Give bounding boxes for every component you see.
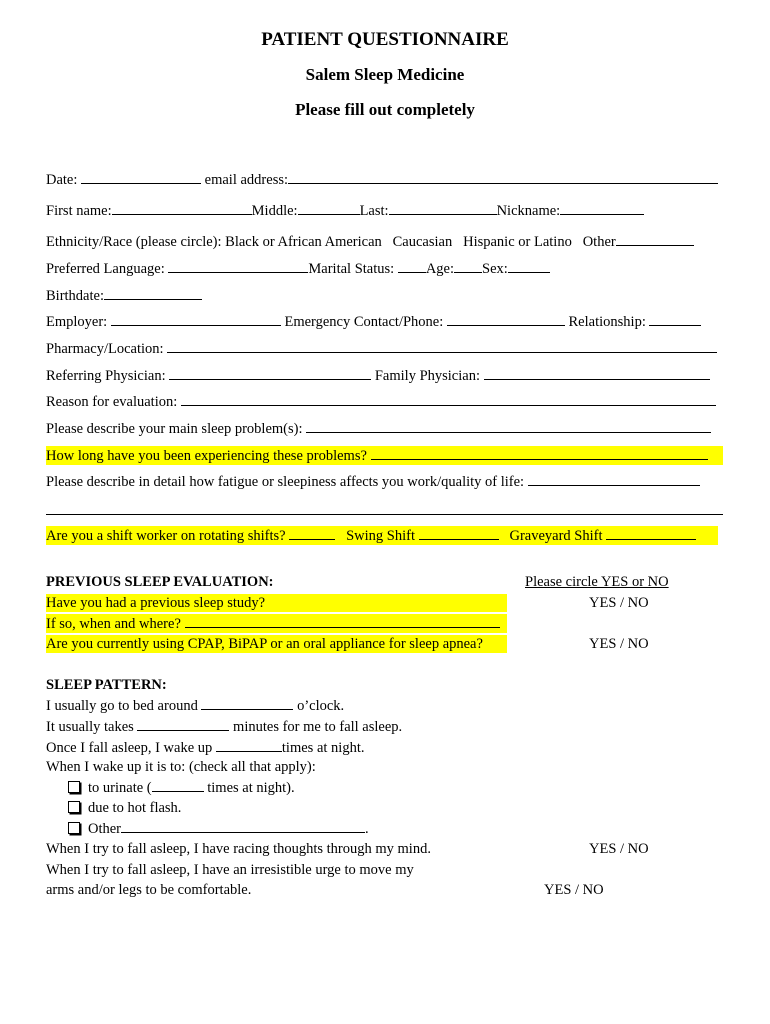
cpap-yes-no[interactable]: YES / NO bbox=[589, 636, 649, 652]
when-where-field[interactable] bbox=[185, 614, 500, 628]
language-label: Preferred Language: bbox=[46, 261, 165, 277]
email-field[interactable] bbox=[288, 170, 718, 184]
reason-field[interactable] bbox=[181, 392, 716, 406]
urinate-checkbox[interactable] bbox=[68, 781, 80, 793]
restless-legs-yes-no[interactable]: YES / NO bbox=[544, 882, 604, 898]
emergency-field[interactable] bbox=[447, 312, 565, 326]
language-row bbox=[46, 259, 550, 278]
date-label: Date: bbox=[46, 172, 78, 188]
pharmacy-field[interactable] bbox=[167, 339, 717, 353]
restless-legs-question-line1: When I try to fall asleep, I have an irresistible urge to move my bbox=[46, 862, 414, 878]
wake-count-suffix: times at night. bbox=[281, 740, 365, 756]
wake-count-field[interactable] bbox=[216, 738, 282, 752]
swing-shift-label: Swing Shift bbox=[346, 528, 415, 544]
clinic-name: Salem Sleep Medicine bbox=[305, 65, 465, 84]
when-where-row bbox=[46, 614, 507, 633]
previous-study-yes-no[interactable]: YES / NO bbox=[589, 595, 649, 611]
relationship-field[interactable] bbox=[649, 312, 701, 326]
hot-flash-checkbox[interactable] bbox=[68, 801, 80, 813]
family-physician-field[interactable] bbox=[484, 366, 710, 380]
age-label: Age: bbox=[425, 261, 454, 277]
fall-asleep-label: It usually takes bbox=[46, 719, 134, 735]
other-label: Other bbox=[88, 821, 122, 837]
racing-thoughts-yes-no[interactable]: YES / NO bbox=[589, 841, 649, 857]
marital-field[interactable] bbox=[398, 259, 426, 273]
fatigue-row bbox=[46, 472, 700, 491]
main-problem-field[interactable] bbox=[306, 419, 711, 433]
bedtime-field[interactable] bbox=[201, 696, 293, 710]
bedtime-row bbox=[46, 696, 344, 715]
family-physician-label: Family Physician: bbox=[374, 368, 480, 384]
instruction-text: Please fill out completely bbox=[295, 100, 475, 119]
fall-asleep-field[interactable] bbox=[137, 717, 229, 731]
bedtime-suffix: o’clock. bbox=[297, 698, 345, 714]
birthdate-label: Birthdate: bbox=[46, 288, 104, 304]
referring-label: Referring Physician: bbox=[46, 368, 166, 384]
middle-name-field[interactable] bbox=[298, 201, 360, 215]
age-field[interactable] bbox=[454, 259, 482, 273]
sleep-pattern-heading: SLEEP PATTERN: bbox=[46, 677, 167, 693]
ethnicity-other-field[interactable] bbox=[616, 232, 694, 246]
fatigue-label: Please describe in detail how fatigue or sleepiness affects you work/quality of life: bbox=[46, 474, 525, 490]
reason-label: Reason for evaluation: bbox=[46, 394, 178, 410]
previous-study-question: Have you had a previous sleep study? bbox=[46, 594, 507, 612]
fall-asleep-suffix: minutes for me to fall asleep. bbox=[233, 719, 403, 735]
name-row bbox=[46, 201, 644, 220]
racing-thoughts-question: When I try to fall asleep, I have racing thoughts through my mind. bbox=[46, 841, 431, 857]
email-label: email address: bbox=[204, 172, 289, 188]
bedtime-label: I usually go to bed around bbox=[46, 698, 198, 714]
wake-count-label: Once I fall asleep, I wake up bbox=[46, 740, 213, 756]
employer-field[interactable] bbox=[111, 312, 281, 326]
urinate-suffix: times at night). bbox=[207, 780, 295, 796]
urinate-option bbox=[68, 778, 295, 797]
how-long-label: How long have you been experiencing these problems? bbox=[46, 448, 367, 464]
wake-reason-label: When I wake up it is to: (check all that apply): bbox=[46, 759, 316, 775]
restless-legs-question-line2: arms and/or legs to be comfortable. bbox=[46, 882, 252, 898]
wake-count-row bbox=[46, 738, 364, 757]
emergency-label: Emergency Contact/Phone: bbox=[284, 314, 444, 330]
nickname-field[interactable] bbox=[560, 201, 644, 215]
pharmacy-label: Pharmacy/Location: bbox=[46, 341, 164, 357]
nickname-label: Nickname: bbox=[496, 203, 561, 219]
swing-shift-field[interactable] bbox=[419, 526, 499, 540]
physician-row bbox=[46, 366, 710, 385]
hot-flash-label: due to hot flash. bbox=[88, 800, 182, 816]
referring-field[interactable] bbox=[169, 366, 371, 380]
page-title: PATIENT QUESTIONNAIRE bbox=[261, 29, 509, 50]
middle-label: Middle: bbox=[251, 203, 298, 219]
how-long-field[interactable] bbox=[371, 446, 708, 460]
marital-label: Marital Status: bbox=[308, 261, 395, 277]
main-problem-label: Please describe your main sleep problem(s): bbox=[46, 421, 303, 437]
reason-row bbox=[46, 392, 716, 411]
date-field[interactable] bbox=[81, 170, 201, 184]
other-checkbox[interactable] bbox=[68, 822, 80, 834]
urinate-times-field[interactable] bbox=[152, 778, 204, 792]
birthdate-row bbox=[46, 286, 202, 305]
ethnicity-label[interactable]: Ethnicity/Race (please circle): Black or African American Caucasian Hispanic or Latino Other bbox=[46, 234, 616, 250]
birthdate-field[interactable] bbox=[104, 286, 202, 300]
employer-row bbox=[46, 312, 701, 331]
fatigue-field[interactable] bbox=[528, 472, 700, 486]
last-label: Last: bbox=[359, 203, 389, 219]
other-field[interactable] bbox=[121, 819, 365, 833]
first-name-label: First name: bbox=[46, 203, 112, 219]
date-row bbox=[46, 170, 718, 189]
pharmacy-row bbox=[46, 339, 717, 358]
fatigue-continuation-line[interactable] bbox=[46, 514, 723, 515]
graveyard-shift-field[interactable] bbox=[606, 526, 696, 540]
main-problem-row bbox=[46, 419, 711, 438]
previous-eval-heading: PREVIOUS SLEEP EVALUATION: bbox=[46, 574, 274, 590]
shift-worker-field[interactable] bbox=[289, 526, 335, 540]
graveyard-shift-label: Graveyard Shift bbox=[509, 528, 603, 544]
circle-note: Please circle YES or NO bbox=[525, 574, 669, 590]
urinate-label: to urinate ( bbox=[88, 780, 152, 796]
shift-worker-label: Are you a shift worker on rotating shifts? bbox=[46, 528, 286, 544]
sex-field[interactable] bbox=[508, 259, 550, 273]
first-name-field[interactable] bbox=[112, 201, 252, 215]
ethnicity-row bbox=[46, 232, 694, 251]
employer-label: Employer: bbox=[46, 314, 108, 330]
relationship-label: Relationship: bbox=[568, 314, 646, 330]
cpap-question: Are you currently using CPAP, BiPAP or an oral appliance for sleep apnea? bbox=[46, 635, 507, 653]
last-name-field[interactable] bbox=[389, 201, 497, 215]
hot-flash-option bbox=[68, 799, 181, 817]
how-long-row bbox=[46, 446, 723, 465]
other-option: Other . bbox=[68, 819, 369, 838]
when-where-label: If so, when and where? bbox=[46, 616, 181, 632]
sex-label: Sex: bbox=[482, 261, 508, 277]
fall-asleep-row bbox=[46, 717, 402, 736]
shift-row bbox=[46, 526, 718, 545]
language-field[interactable] bbox=[168, 259, 308, 273]
